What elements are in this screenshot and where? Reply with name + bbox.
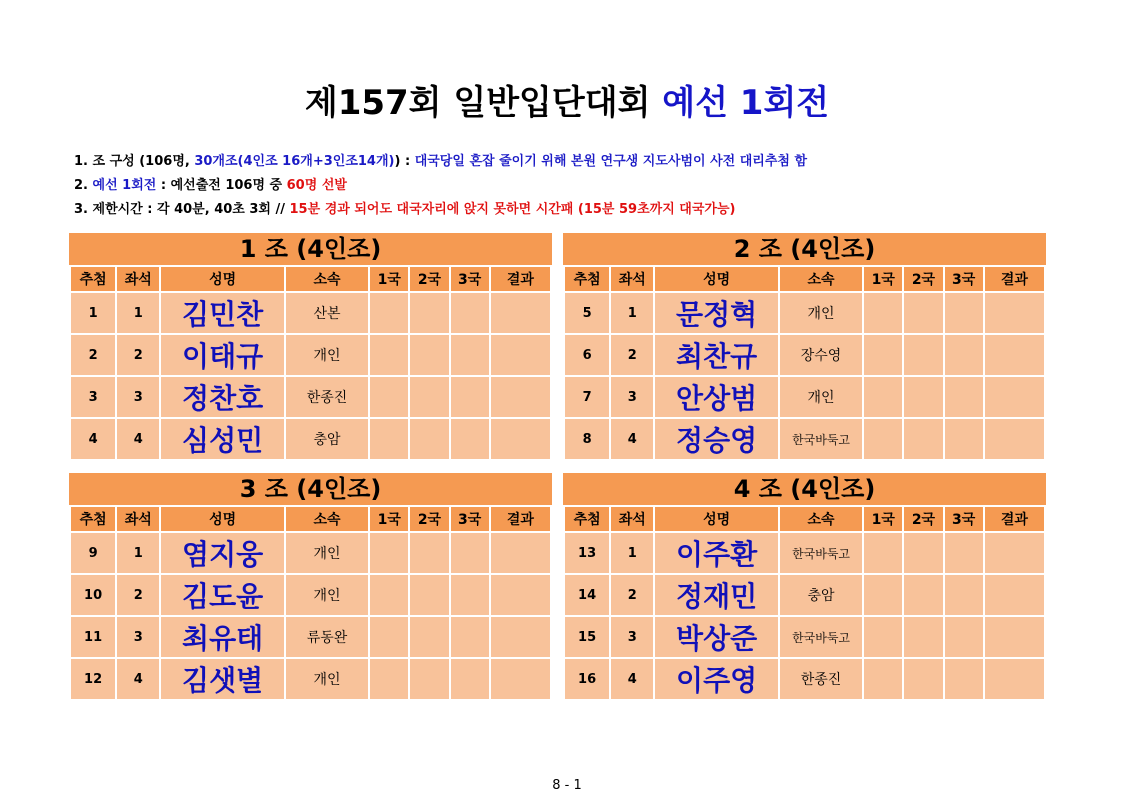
column-header: 좌석 <box>116 266 160 292</box>
table-row <box>70 574 551 616</box>
game-1-cell <box>863 616 903 658</box>
affiliation: 한국바둑고 <box>779 532 863 574</box>
game-3-cell <box>944 376 984 418</box>
draw-number: 10 <box>70 574 116 616</box>
player-name: 정재민 <box>654 574 779 616</box>
game-3-cell <box>944 574 984 616</box>
column-header: 좌석 <box>116 506 160 532</box>
seat-number: 4 <box>116 658 160 700</box>
result-cell <box>490 658 551 700</box>
affiliation: 개인 <box>285 334 369 376</box>
draw-number: 14 <box>564 574 610 616</box>
group-table <box>563 505 1046 701</box>
group-title: 1 조 (4인조) <box>69 233 552 265</box>
result-cell <box>984 616 1045 658</box>
result-cell <box>984 532 1045 574</box>
title-accent: 예선 1회전 <box>662 83 830 123</box>
affiliation: 한종진 <box>779 658 863 700</box>
group-title: 2 조 (4인조) <box>563 233 1046 265</box>
column-header: 1국 <box>863 266 903 292</box>
result-cell <box>490 574 551 616</box>
column-header: 결과 <box>984 506 1045 532</box>
seat-number: 1 <box>610 532 654 574</box>
group-table <box>69 505 552 701</box>
game-3-cell <box>450 574 490 616</box>
note-line-1 <box>74 150 807 174</box>
column-header: 3국 <box>944 506 984 532</box>
player-name: 염지웅 <box>160 532 285 574</box>
table-row <box>70 418 551 460</box>
group-table <box>563 265 1046 461</box>
group-title: 3 조 (4인조) <box>69 473 552 505</box>
table-header-row <box>70 266 551 292</box>
seat-number: 3 <box>610 376 654 418</box>
table-row <box>564 658 1045 700</box>
table-row <box>70 658 551 700</box>
seat-number: 1 <box>116 292 160 334</box>
game-1-cell <box>369 418 409 460</box>
table-row <box>564 616 1045 658</box>
result-cell <box>984 418 1045 460</box>
draw-number: 16 <box>564 658 610 700</box>
seat-number: 2 <box>610 334 654 376</box>
game-1-cell <box>863 334 903 376</box>
column-header: 좌석 <box>610 266 654 292</box>
game-1-cell <box>863 292 903 334</box>
game-2-cell <box>903 376 943 418</box>
note-2-round: 예선 1회전 <box>92 178 157 193</box>
game-3-cell <box>450 334 490 376</box>
column-header: 2국 <box>409 266 449 292</box>
table-row <box>564 292 1045 334</box>
seat-number: 4 <box>610 418 654 460</box>
draw-number: 5 <box>564 292 610 334</box>
draw-number: 6 <box>564 334 610 376</box>
seat-number: 2 <box>116 334 160 376</box>
player-name: 김샛별 <box>160 658 285 700</box>
game-1-cell <box>863 532 903 574</box>
player-name: 최찬규 <box>654 334 779 376</box>
player-name: 문정혁 <box>654 292 779 334</box>
column-header: 3국 <box>450 266 490 292</box>
game-1-cell <box>863 658 903 700</box>
column-header: 소속 <box>779 506 863 532</box>
table-row <box>70 334 551 376</box>
game-3-cell <box>944 658 984 700</box>
game-2-cell <box>409 658 449 700</box>
game-2-cell <box>409 532 449 574</box>
table-row <box>70 376 551 418</box>
column-header: 소속 <box>779 266 863 292</box>
draw-number: 2 <box>70 334 116 376</box>
column-header: 3국 <box>944 266 984 292</box>
game-1-cell <box>863 574 903 616</box>
game-2-cell <box>409 418 449 460</box>
game-2-cell <box>903 532 943 574</box>
draw-number: 13 <box>564 532 610 574</box>
column-header: 결과 <box>490 266 551 292</box>
game-2-cell <box>409 334 449 376</box>
column-header: 추첨 <box>564 266 610 292</box>
game-3-cell <box>450 292 490 334</box>
note-2-text: : 예선출전 106명 중 <box>156 178 287 193</box>
game-3-cell <box>450 658 490 700</box>
note-line-3 <box>74 198 807 222</box>
table-row <box>564 418 1045 460</box>
column-header: 추첨 <box>70 266 116 292</box>
affiliation: 류동완 <box>285 616 369 658</box>
player-name: 안상범 <box>654 376 779 418</box>
player-name: 이주영 <box>654 658 779 700</box>
note-3-text: 3. 제한시간 : 각 40분, 40초 3회 // <box>74 202 290 217</box>
note-line-2 <box>74 174 807 198</box>
table-row <box>564 334 1045 376</box>
group-2 <box>563 233 1046 461</box>
result-cell <box>984 574 1045 616</box>
result-cell <box>490 376 551 418</box>
group-table <box>69 265 552 461</box>
affiliation: 충암 <box>285 418 369 460</box>
note-2-num: 2. <box>74 178 93 193</box>
game-1-cell <box>369 574 409 616</box>
draw-number: 1 <box>70 292 116 334</box>
column-header: 결과 <box>984 266 1045 292</box>
game-3-cell <box>450 376 490 418</box>
table-header-row <box>564 506 1045 532</box>
table-header-row <box>564 266 1045 292</box>
game-3-cell <box>450 532 490 574</box>
table-row <box>564 376 1045 418</box>
column-header: 성명 <box>160 266 285 292</box>
column-header: 2국 <box>903 506 943 532</box>
game-1-cell <box>369 658 409 700</box>
seat-number: 3 <box>116 616 160 658</box>
rules-notes <box>74 150 807 222</box>
group-3 <box>69 473 552 701</box>
table-row <box>564 532 1045 574</box>
affiliation: 개인 <box>285 574 369 616</box>
result-cell <box>490 532 551 574</box>
result-cell <box>984 658 1045 700</box>
draw-number: 3 <box>70 376 116 418</box>
seat-number: 2 <box>610 574 654 616</box>
column-header: 1국 <box>863 506 903 532</box>
player-name: 이주환 <box>654 532 779 574</box>
column-header: 성명 <box>160 506 285 532</box>
affiliation: 한국바둑고 <box>779 616 863 658</box>
group-4 <box>563 473 1046 701</box>
game-1-cell <box>369 532 409 574</box>
note-1-sep: ) : <box>394 154 415 169</box>
game-2-cell <box>903 292 943 334</box>
column-header: 성명 <box>654 266 779 292</box>
player-name: 심성민 <box>160 418 285 460</box>
affiliation: 장수영 <box>779 334 863 376</box>
column-header: 소속 <box>285 506 369 532</box>
player-name: 정찬호 <box>160 376 285 418</box>
column-header: 추첨 <box>564 506 610 532</box>
column-header: 1국 <box>369 266 409 292</box>
note-3-warning: 15분 경과 되어도 대국자리에 앉지 못하면 시간패 (15분 59초까지 대국가능) <box>289 202 736 217</box>
group-1 <box>69 233 552 461</box>
player-name: 최유태 <box>160 616 285 658</box>
note-2-selected: 60명 선발 <box>286 178 347 193</box>
game-2-cell <box>409 292 449 334</box>
seat-number: 4 <box>610 658 654 700</box>
affiliation: 개인 <box>779 292 863 334</box>
note-1-groups: 30개조(4인조 16개+3인조14개) <box>194 154 395 169</box>
column-header: 2국 <box>903 266 943 292</box>
table-row <box>564 574 1045 616</box>
game-2-cell <box>409 376 449 418</box>
game-2-cell <box>409 574 449 616</box>
player-name: 이태규 <box>160 334 285 376</box>
affiliation: 충암 <box>779 574 863 616</box>
seat-number: 2 <box>116 574 160 616</box>
game-2-cell <box>903 658 943 700</box>
result-cell <box>984 376 1045 418</box>
seat-number: 3 <box>610 616 654 658</box>
draw-number: 9 <box>70 532 116 574</box>
draw-number: 15 <box>564 616 610 658</box>
result-cell <box>490 292 551 334</box>
table-row <box>70 616 551 658</box>
game-3-cell <box>944 418 984 460</box>
column-header: 결과 <box>490 506 551 532</box>
table-row <box>70 292 551 334</box>
column-header: 3국 <box>450 506 490 532</box>
table-header-row <box>70 506 551 532</box>
affiliation: 한국바둑고 <box>779 418 863 460</box>
column-header: 1국 <box>369 506 409 532</box>
result-cell <box>490 616 551 658</box>
game-2-cell <box>903 334 943 376</box>
game-1-cell <box>369 616 409 658</box>
column-header: 좌석 <box>610 506 654 532</box>
note-1-detail: 대국당일 혼잡 줄이기 위해 본원 연구생 지도사범이 사전 대리추첨 함 <box>414 154 808 169</box>
player-name: 김도윤 <box>160 574 285 616</box>
game-3-cell <box>944 292 984 334</box>
result-cell <box>490 334 551 376</box>
affiliation: 한종진 <box>285 376 369 418</box>
group-title: 4 조 (4인조) <box>563 473 1046 505</box>
game-1-cell <box>369 376 409 418</box>
affiliation: 개인 <box>285 532 369 574</box>
seat-number: 3 <box>116 376 160 418</box>
game-3-cell <box>450 418 490 460</box>
result-cell <box>984 334 1045 376</box>
draw-number: 8 <box>564 418 610 460</box>
title-main: 제157회 일반입단대회 <box>304 83 651 123</box>
game-2-cell <box>903 418 943 460</box>
affiliation: 개인 <box>285 658 369 700</box>
seat-number: 4 <box>116 418 160 460</box>
result-cell <box>490 418 551 460</box>
note-1-text: 1. 조 구성 (106명, <box>74 154 195 169</box>
game-3-cell <box>944 532 984 574</box>
draw-number: 11 <box>70 616 116 658</box>
game-3-cell <box>944 334 984 376</box>
player-name: 김민찬 <box>160 292 285 334</box>
game-1-cell <box>369 334 409 376</box>
player-name: 박상준 <box>654 616 779 658</box>
page-title <box>0 78 1134 128</box>
game-3-cell <box>944 616 984 658</box>
result-cell <box>984 292 1045 334</box>
seat-number: 1 <box>610 292 654 334</box>
seat-number: 1 <box>116 532 160 574</box>
table-row <box>70 532 551 574</box>
game-2-cell <box>903 616 943 658</box>
game-1-cell <box>369 292 409 334</box>
game-2-cell <box>409 616 449 658</box>
draw-number: 4 <box>70 418 116 460</box>
game-3-cell <box>450 616 490 658</box>
column-header: 소속 <box>285 266 369 292</box>
draw-number: 12 <box>70 658 116 700</box>
page-number: 8 - 1 <box>552 778 582 793</box>
game-1-cell <box>863 376 903 418</box>
column-header: 추첨 <box>70 506 116 532</box>
player-name: 정승영 <box>654 418 779 460</box>
column-header: 성명 <box>654 506 779 532</box>
column-header: 2국 <box>409 506 449 532</box>
game-1-cell <box>863 418 903 460</box>
draw-number: 7 <box>564 376 610 418</box>
game-2-cell <box>903 574 943 616</box>
affiliation: 산본 <box>285 292 369 334</box>
affiliation: 개인 <box>779 376 863 418</box>
